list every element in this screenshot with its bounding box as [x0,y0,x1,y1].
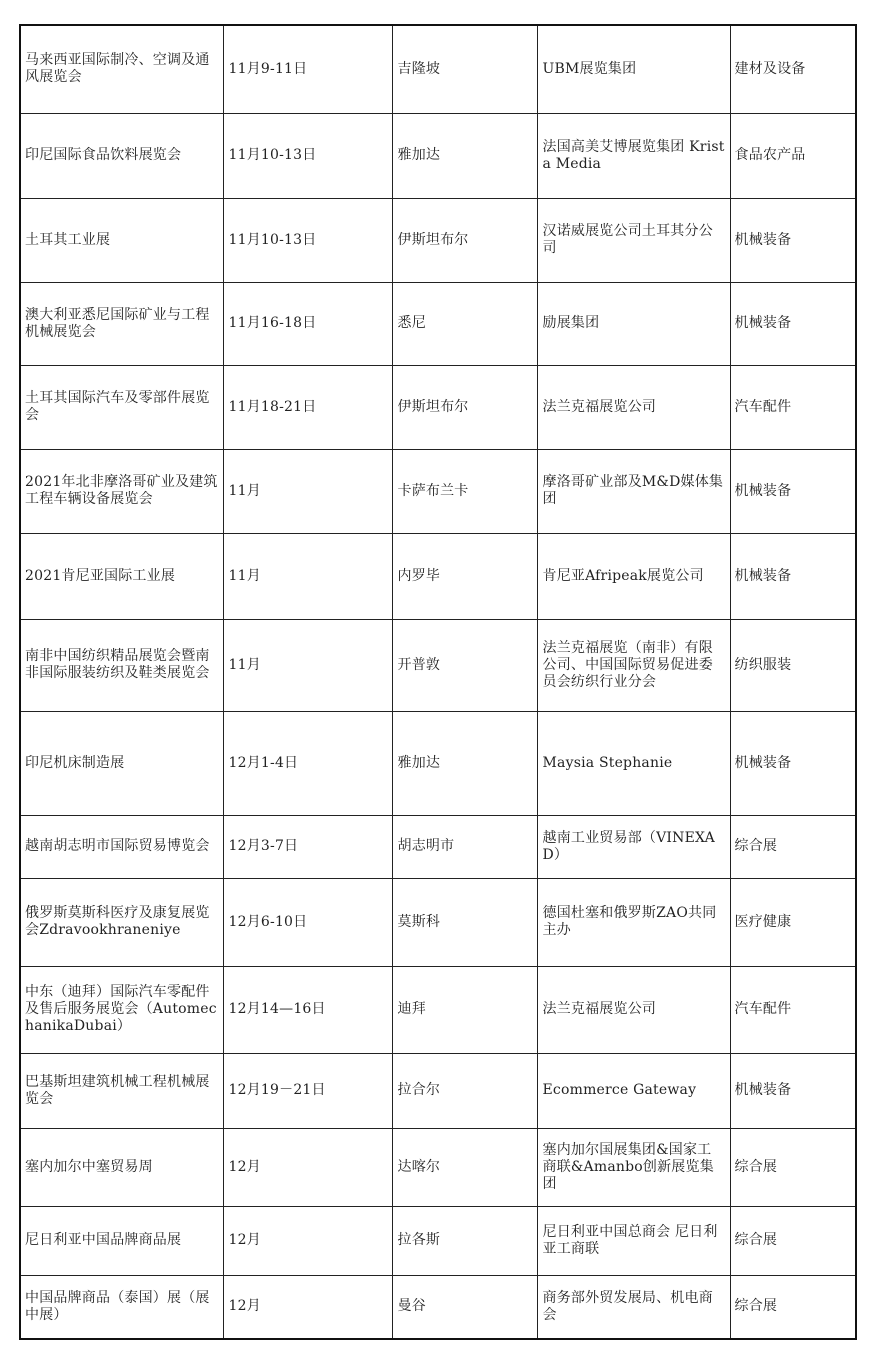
table-row [20,533,856,619]
exhibition-category: 机械装备 [730,282,856,365]
exhibition-name: 中东（迪拜）国际汽车零配件及售后服务展览会（AutomechanikaDubai） [20,966,223,1053]
exhibition-name: 2021肯尼亚国际工业展 [20,533,223,619]
exhibition-date: 11月 [223,533,392,619]
exhibition-category: 机械装备 [730,533,856,619]
exhibition-city: 开普敦 [392,619,537,711]
exhibition-table [19,24,857,1340]
exhibition-city: 吉隆坡 [392,25,537,113]
exhibition-name: 尼日利亚中国品牌商品展 [20,1206,223,1275]
exhibition-organizer: 法兰克福展览公司 [537,365,730,449]
exhibition-date: 12月6-10日 [223,878,392,966]
table-row [20,449,856,533]
exhibition-date: 12月14—16日 [223,966,392,1053]
exhibition-city: 卡萨布兰卡 [392,449,537,533]
table-row [20,711,856,815]
exhibition-name: 越南胡志明市国际贸易博览会 [20,815,223,878]
exhibition-date: 11月 [223,619,392,711]
exhibition-name: 印尼机床制造展 [20,711,223,815]
exhibition-city: 达喀尔 [392,1128,537,1206]
exhibition-category: 建材及设备 [730,25,856,113]
exhibition-name: 中国品牌商品（泰国）展（展中展） [20,1275,223,1339]
exhibition-city: 悉尼 [392,282,537,365]
exhibition-name: 南非中国纺织精品展览会暨南非国际服装纺织及鞋类展览会 [20,619,223,711]
exhibition-city: 雅加达 [392,711,537,815]
exhibition-organizer: 越南工业贸易部（VINEXAD） [537,815,730,878]
exhibition-organizer: 法兰克福展览（南非）有限公司、中国国际贸易促进委员会纺织行业分会 [537,619,730,711]
exhibition-city: 伊斯坦布尔 [392,365,537,449]
exhibition-organizer: 商务部外贸发展局、机电商会 [537,1275,730,1339]
table-row [20,1053,856,1128]
table-row [20,113,856,198]
table-row [20,25,856,113]
table-row [20,1128,856,1206]
exhibition-category: 汽车配件 [730,966,856,1053]
exhibition-category: 综合展 [730,1206,856,1275]
exhibition-organizer: 摩洛哥矿业部及M&D媒体集团 [537,449,730,533]
exhibition-organizer: Ecommerce Gateway [537,1053,730,1128]
exhibition-date: 12月19－21日 [223,1053,392,1128]
exhibition-city: 胡志明市 [392,815,537,878]
exhibition-organizer: 汉诺威展览公司土耳其分公司 [537,198,730,282]
table-row [20,619,856,711]
exhibition-name: 马来西亚国际制冷、空调及通风展览会 [20,25,223,113]
exhibition-date: 11月 [223,449,392,533]
exhibition-organizer: 励展集团 [537,282,730,365]
exhibition-category: 纺织服装 [730,619,856,711]
exhibition-organizer: 尼日利亚中国总商会 尼日利亚工商联 [537,1206,730,1275]
exhibition-date: 11月10-13日 [223,113,392,198]
exhibition-city: 伊斯坦布尔 [392,198,537,282]
exhibition-category: 综合展 [730,1128,856,1206]
exhibition-city: 莫斯科 [392,878,537,966]
exhibition-name: 土耳其国际汽车及零部件展览会 [20,365,223,449]
exhibition-date: 11月18-21日 [223,365,392,449]
exhibition-name: 塞内加尔中塞贸易周 [20,1128,223,1206]
exhibition-city: 拉合尔 [392,1053,537,1128]
exhibition-organizer: 塞内加尔国展集团&国家工商联&Amanbo创新展览集团 [537,1128,730,1206]
exhibition-name: 俄罗斯莫斯科医疗及康复展览会Zdravookhraneniye [20,878,223,966]
exhibition-date: 12月3-7日 [223,815,392,878]
exhibition-category: 综合展 [730,1275,856,1339]
exhibition-category: 机械装备 [730,711,856,815]
exhibition-category: 机械装备 [730,1053,856,1128]
exhibition-name: 印尼国际食品饮料展览会 [20,113,223,198]
exhibition-date: 12月 [223,1206,392,1275]
exhibition-organizer: 法兰克福展览公司 [537,966,730,1053]
exhibition-date: 12月 [223,1275,392,1339]
exhibition-city: 拉各斯 [392,1206,537,1275]
exhibition-city: 内罗毕 [392,533,537,619]
exhibition-name: 土耳其工业展 [20,198,223,282]
exhibition-organizer: Maysia Stephanie [537,711,730,815]
exhibition-category: 综合展 [730,815,856,878]
table-row [20,282,856,365]
exhibition-organizer: 肯尼亚Afripeak展览公司 [537,533,730,619]
exhibition-organizer: UBM展览集团 [537,25,730,113]
exhibition-date: 12月 [223,1128,392,1206]
exhibition-organizer: 法国高美艾博展览集团 Krista Media [537,113,730,198]
table-row [20,966,856,1053]
exhibition-city: 雅加达 [392,113,537,198]
table-row [20,1275,856,1339]
exhibition-category: 汽车配件 [730,365,856,449]
exhibition-name: 2021年北非摩洛哥矿业及建筑工程车辆设备展览会 [20,449,223,533]
exhibition-city: 曼谷 [392,1275,537,1339]
table-row [20,198,856,282]
table-row [20,878,856,966]
exhibition-date: 11月9-11日 [223,25,392,113]
exhibition-category: 机械装备 [730,198,856,282]
exhibition-organizer: 德国杜塞和俄罗斯ZAO共同主办 [537,878,730,966]
exhibition-name: 澳大利亚悉尼国际矿业与工程机械展览会 [20,282,223,365]
exhibition-date: 12月1-4日 [223,711,392,815]
exhibition-date: 11月16-18日 [223,282,392,365]
table-row [20,1206,856,1275]
exhibition-category: 医疗健康 [730,878,856,966]
exhibition-category: 食品农产品 [730,113,856,198]
exhibition-date: 11月10-13日 [223,198,392,282]
table-row [20,365,856,449]
table-row [20,815,856,878]
exhibition-category: 机械装备 [730,449,856,533]
exhibition-city: 迪拜 [392,966,537,1053]
exhibition-name: 巴基斯坦建筑机械工程机械展览会 [20,1053,223,1128]
